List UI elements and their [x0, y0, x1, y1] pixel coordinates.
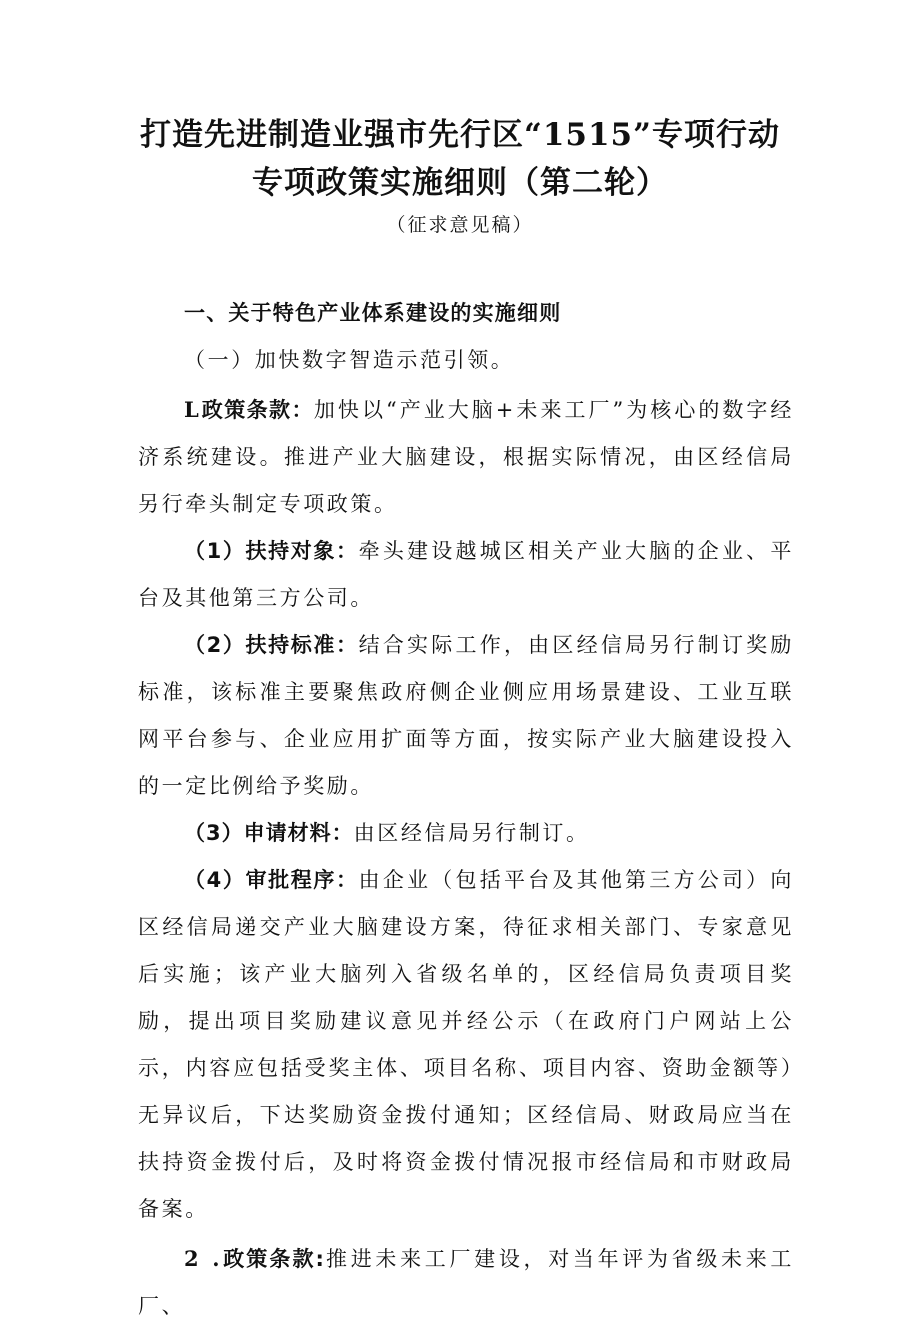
- policy-item: [138, 810, 794, 857]
- policy-item: [138, 857, 794, 1233]
- subsection-heading: （一）加快数字智造示范引领。: [184, 348, 515, 372]
- document-title-line2: 专项政策实施细则（第二轮）: [252, 165, 668, 201]
- clause-lead: 政策条款:: [222, 1247, 325, 1271]
- item-text: 由区经信局另行制订。: [353, 821, 590, 845]
- item-lead: 审批程序：: [245, 868, 359, 892]
- section-heading: 一、关于特色产业体系建设的实施细则: [184, 301, 562, 325]
- item-number: （4）: [184, 868, 246, 892]
- document-body: [138, 290, 794, 1330]
- item-number: （3）: [184, 821, 244, 845]
- policy-clause-2: [138, 1235, 794, 1330]
- item-number: （1）: [184, 539, 246, 563]
- item-lead: 申请材料：: [243, 821, 354, 845]
- policy-item: [138, 528, 794, 622]
- clause-number: L: [184, 397, 202, 422]
- item-number: （2）: [184, 633, 246, 657]
- item-text: 由企业（包括平台及其他第三方公司）向区经信局递交产业大脑建设方案，待征求相关部门、专家意见后实施；该产业大脑列入省级名单的，区经信局负责项目奖励，提出项目奖励建议意见并经公示（在政府门户网站上公示，内容应包括受奖主体、项目名称、项目内容、资助金额等）无异议后，下达奖励资金拨付通知；区经信局、财政局应当在扶持资金拨付后，及时将资金拨付情况报市经信局和市财政局备案。: [138, 868, 794, 1221]
- clause-text: 推进未来工厂建设，对当年评为省级未来工厂、: [138, 1247, 794, 1318]
- item-text: 结合实际工作，由区经信局另行制订奖励标准，该标准主要聚焦政府侧企业侧应用场景建设、工业互联网平台参与、企业应用扩面等方面，按实际产业大脑建设投入的一定比例给予奖励。: [138, 633, 794, 798]
- item-lead: 扶持对象：: [245, 539, 359, 563]
- policy-item: [138, 622, 794, 810]
- clause-text: 加快以“产业大脑+未来工厂”为核心的数字经济系统建设。推进产业大脑建设，根据实际情况，由区经信局另行牵头制定专项政策。: [138, 398, 794, 516]
- item-text: 牵头建设越城区相关产业大脑的企业、平台及其他第三方公司。: [138, 539, 794, 610]
- document-subtitle: （征求意见稿）: [386, 214, 534, 236]
- clause-lead: 政策条款：: [201, 398, 314, 422]
- clause-number: 2 .: [184, 1246, 223, 1271]
- policy-clause-1: [138, 386, 794, 528]
- document-title-line1: 打造先进制造业强市先行区“1515”专项行动: [140, 117, 780, 153]
- item-lead: 扶持标准：: [245, 633, 359, 657]
